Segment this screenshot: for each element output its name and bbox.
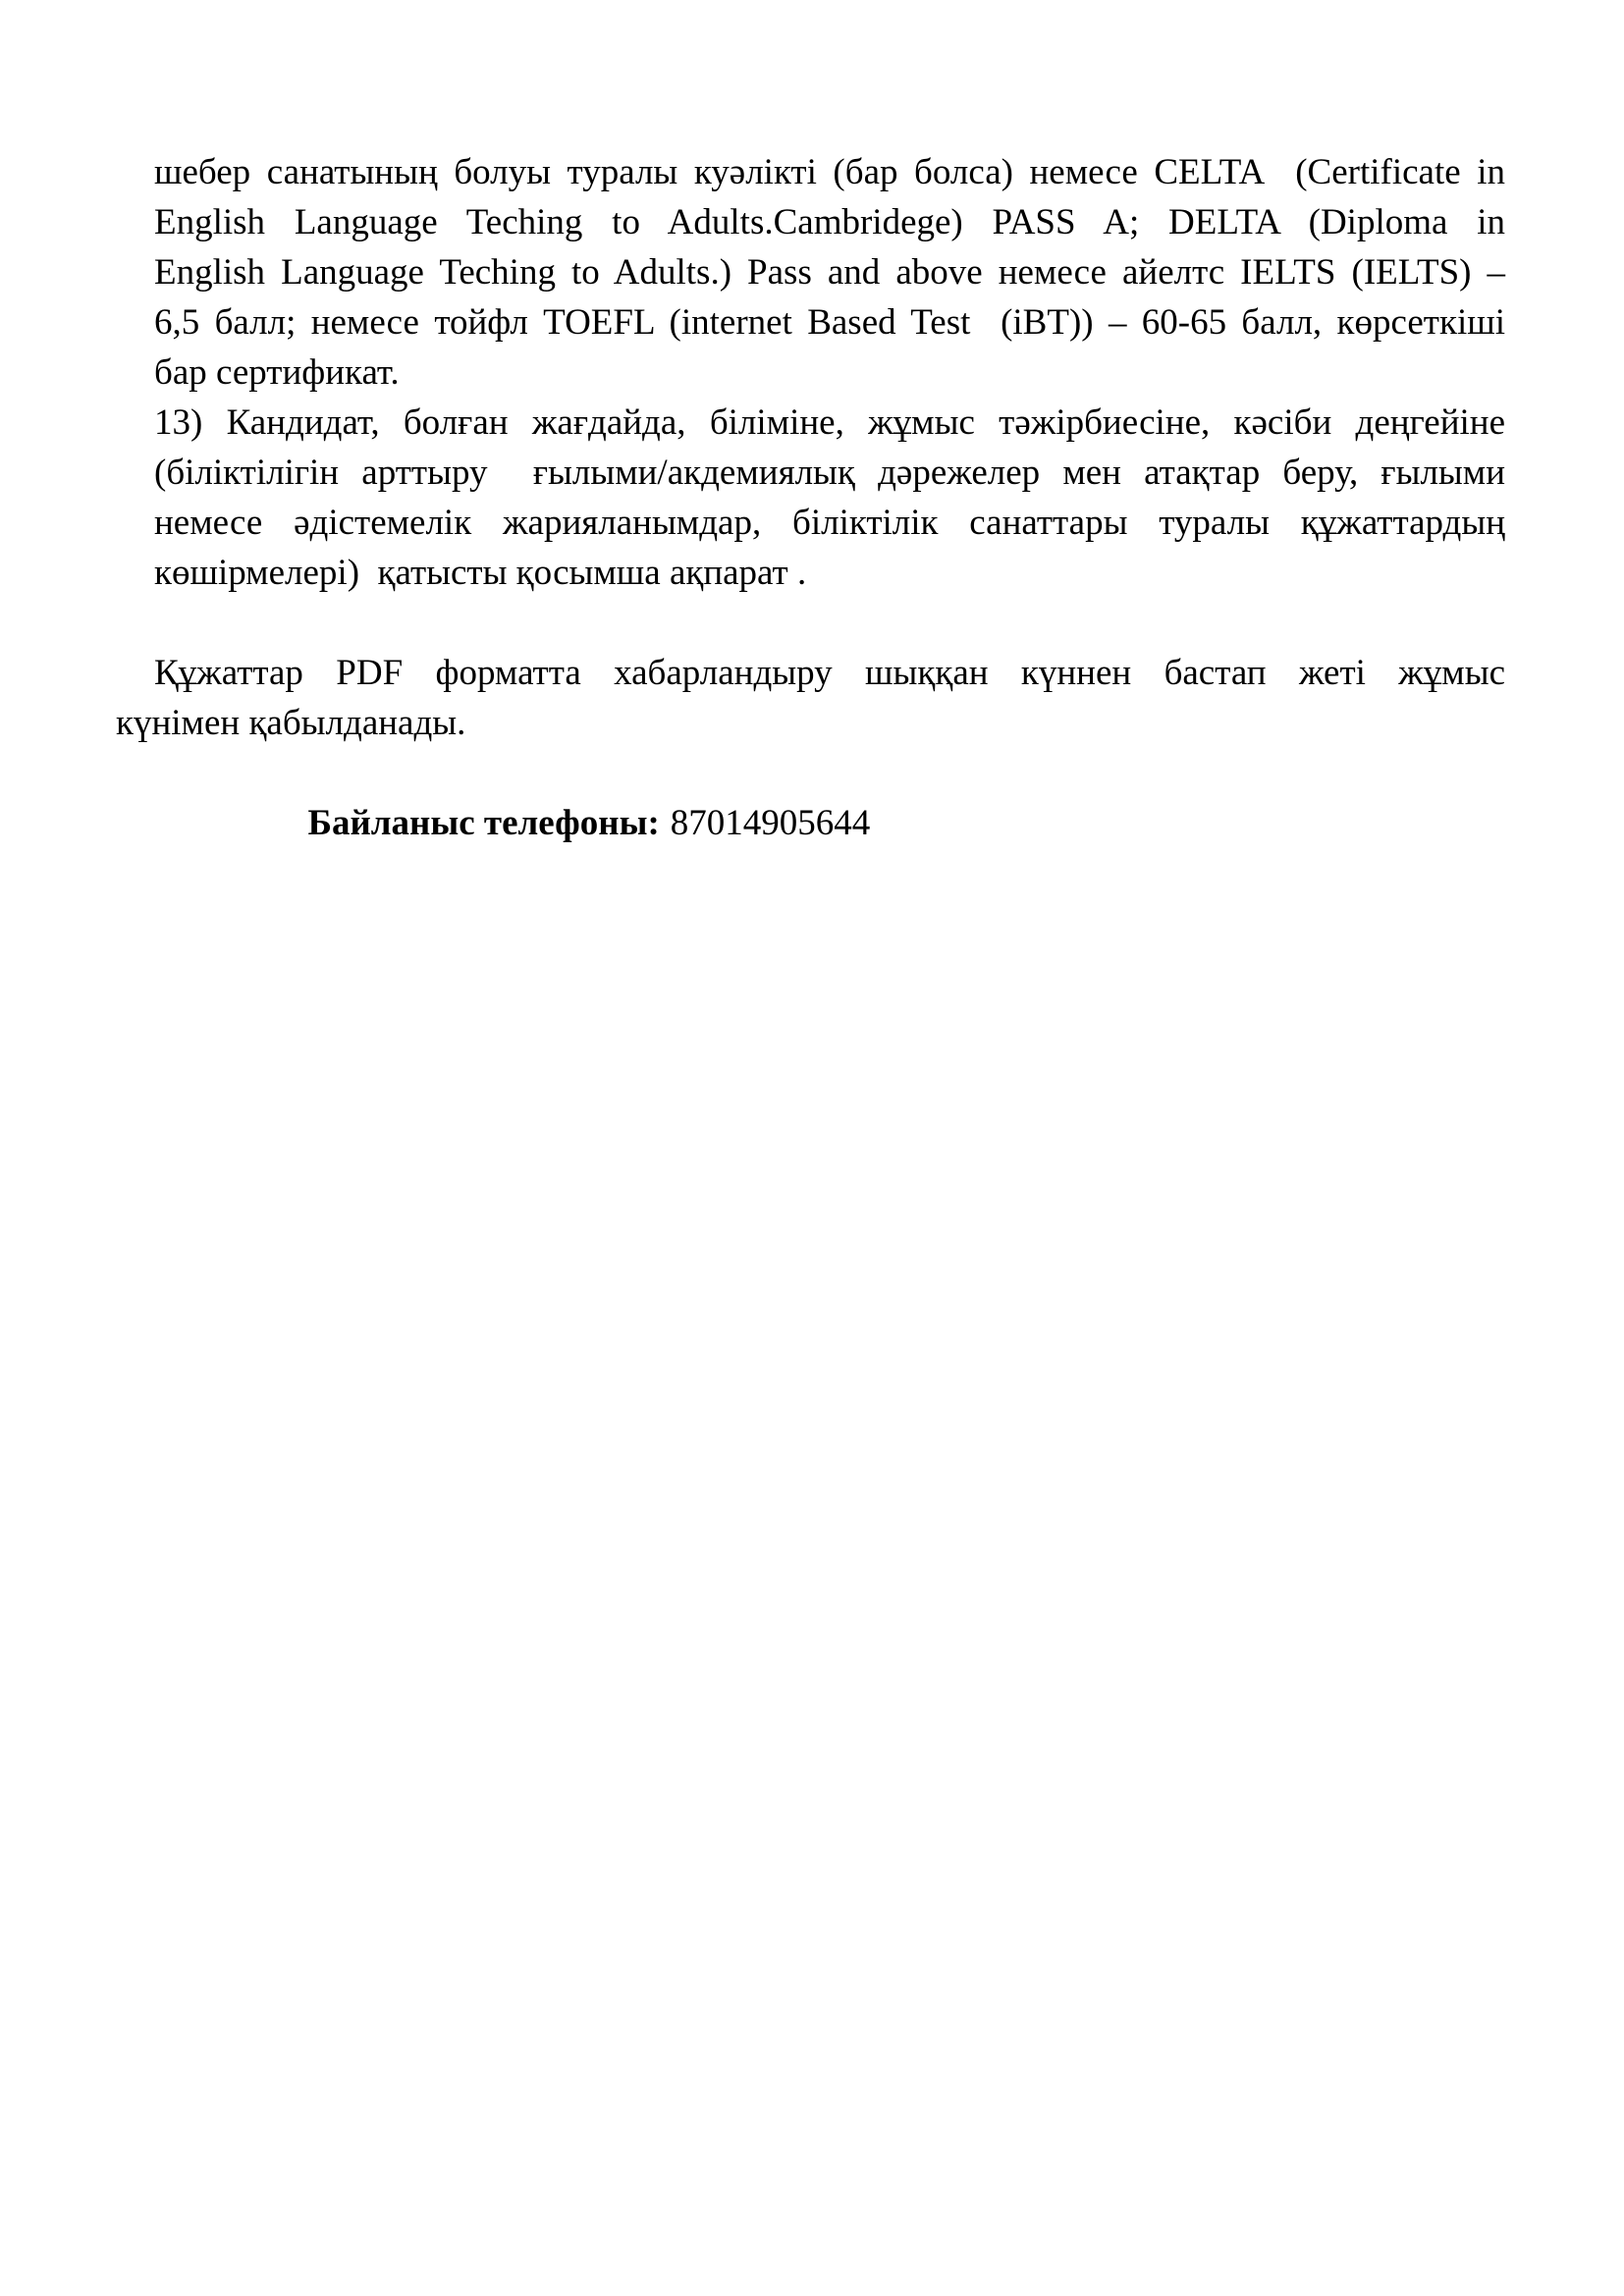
doc-line-celta: English Language Teching to Adults.Cambridege) PASS A; DELTA (Diploma in bbox=[154, 202, 1505, 242]
doc-line-item13: 13) Кандидат, болған жағдайда, біліміне, жұмыс тәжірбиесіне, кәсіби деңгейіне bbox=[154, 402, 1505, 443]
doc-line-akparat: көшірмелері) қатысты қосымша ақпарат . bbox=[154, 553, 807, 593]
doc-line-kabyldanady: күнімен қабылданады. bbox=[116, 703, 466, 743]
doc-line-delta: English Language Teching to Adults.) Pass and above немесе айелтс IELTS (IELTS) – bbox=[154, 252, 1505, 293]
blank-line bbox=[116, 598, 1505, 648]
doc-line-biliktiligi: (біліктілігін арттыру ғылыми/акдемиялық дәрежелер мен атақтар беру, ғылыми bbox=[154, 453, 1505, 493]
contact-phone-number: 87014905644 bbox=[670, 803, 871, 843]
contact-phone-label: Байланыс телефоны: bbox=[307, 803, 660, 843]
doc-line-zharialanym: немесе әдістемелік жарияланымдар, біліктілік санаттары туралы құжаттардың bbox=[154, 503, 1505, 543]
doc-line-sertifikat: бар сертификат. bbox=[154, 352, 400, 393]
doc-line-kuzhattar: Құжаттар PDF форматта хабарландыру шыққан күннен бастап жеті жұмыс bbox=[154, 653, 1505, 693]
document-text bbox=[116, 147, 1505, 898]
contact-phone-line bbox=[253, 748, 1505, 898]
doc-line-toefl: 6,5 балл; немесе тойфл TOEFL (internet Based Test (iBT)) – 60-65 балл, көрсеткіші bbox=[154, 302, 1505, 343]
doc-line-certificate: шебер санатының болуы туралы куәлікті (бар болса) немесе CELTA (Certificate in bbox=[154, 152, 1505, 192]
